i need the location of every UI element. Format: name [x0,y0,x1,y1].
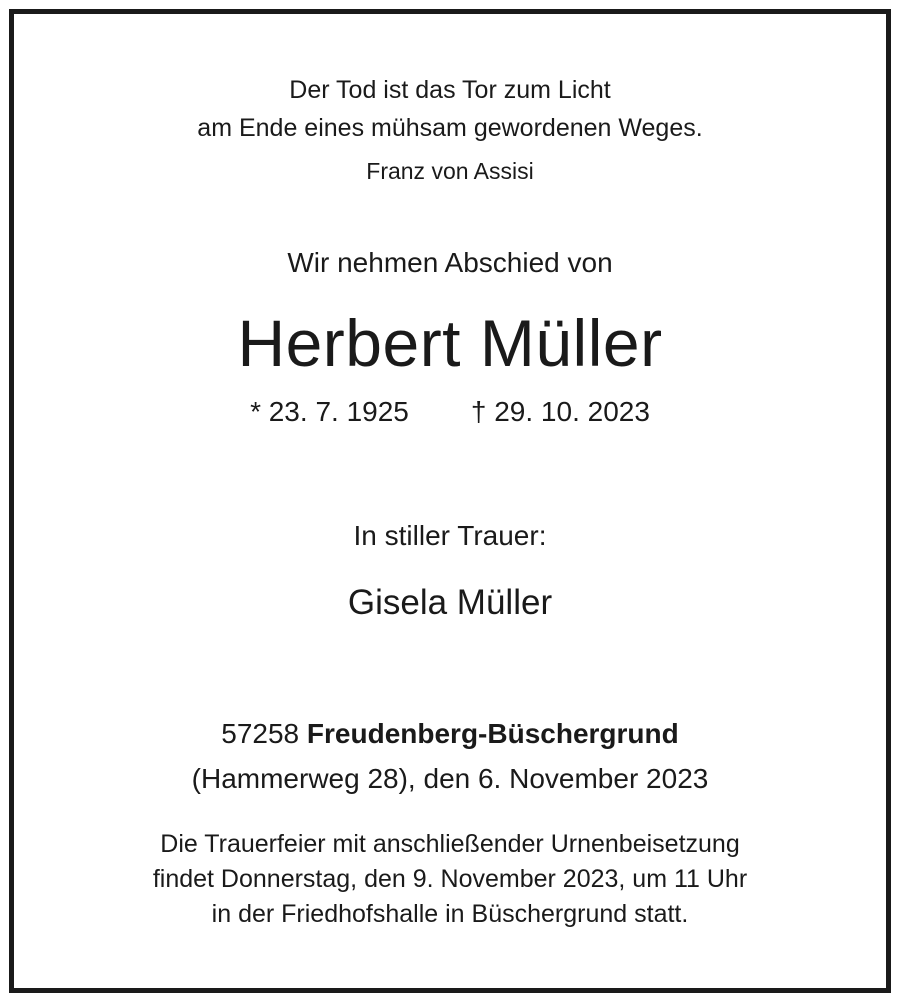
service-line-2: findet Donnerstag, den 9. November 2023, um 11 Uhr [152,865,748,893]
deceased-name: Herbert Müller [237,306,663,380]
obituary-notice [9,9,891,993]
address-line-1 [14,720,886,748]
farewell-intro: Wir nehmen Abschied von [287,247,613,278]
service-line-3: in der Friedhofshalle in Büschergrund statt. [211,900,689,928]
quote-line-2: am Ende eines mühsam gewordenen Weges. [197,114,703,142]
service-line-1: Die Trauerfeier mit anschließender Urnenbeisetzung [160,830,740,858]
quote-author: Franz von Assisi [366,158,534,184]
death-date: † 29. 10. 2023 [470,396,650,427]
mourning-heading: In stiller Trauer: [353,520,547,551]
quote-line-1: Der Tod ist das Tor zum Licht [289,76,611,104]
life-dates [14,398,886,426]
town: Freudenberg-Büschergrund [306,718,679,749]
postcode: 57258 [221,718,300,749]
address-line-2: (Hammerweg 28), den 6. November 2023 [191,763,709,794]
birth-date: * 23. 7. 1925 [250,396,409,427]
mourner-name: Gisela Müller [347,583,553,622]
